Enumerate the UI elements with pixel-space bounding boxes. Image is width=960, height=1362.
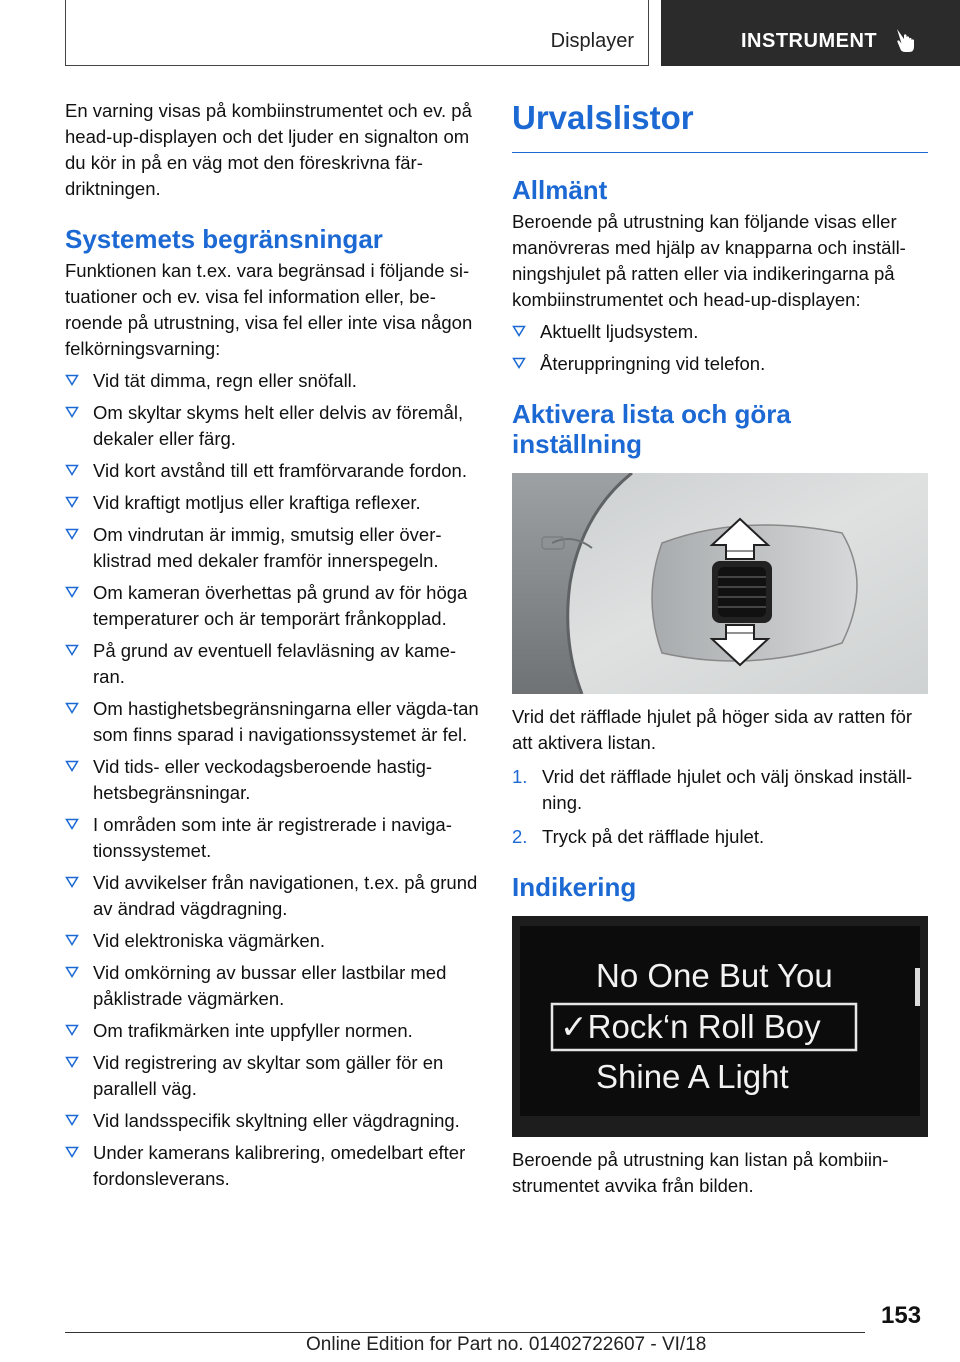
limit-item [65, 1018, 480, 1044]
steps-list [512, 764, 928, 850]
footer-edition: Online Edition for Part no. 01402722607 - VI/18 [306, 1334, 707, 1355]
general-paragraph: Beroende på utrustning kan följande visas eller manövreras med hjälp av knapparna och inställ-ningshjulet på ratten eller via indikeringarna på kombiinstrumentet och head-up-displayen: [512, 211, 906, 310]
bullet-triangle-icon [65, 496, 79, 508]
footer-divider [65, 1332, 865, 1333]
step-text: Vrid det räfflade hjulet och välj önskad inställ-ning. [542, 766, 913, 813]
limit-item-text: Vid avvikelser från navigationen, t.ex. på grund av ändrad vägdragning. [93, 872, 478, 919]
pointing-hand-icon [893, 26, 919, 54]
right-column [512, 98, 928, 1199]
bullet-triangle-icon [65, 644, 79, 656]
limit-item-text: Om skyltar skyms helt eller delvis av föremål, dekaler eller färg. [93, 402, 464, 449]
general-heading: Allmänt [512, 175, 608, 205]
limit-item-text: Vid registrering av skyltar som gäller för en parallell väg. [93, 1052, 444, 1099]
bullet-triangle-icon [512, 325, 526, 337]
bullet-triangle-icon [65, 528, 79, 540]
limit-item-text: Om kameran överhettas på grund av för höga temperaturer och är temporärt frånkopplad. [93, 582, 468, 629]
display-list-item-selected: ✓Rock‘n Roll Boy [560, 1008, 821, 1045]
bullet-triangle-icon [65, 374, 79, 386]
header-chapter-box [661, 0, 960, 66]
limit-item [65, 638, 480, 690]
bullet-triangle-icon [65, 876, 79, 888]
bullet-triangle-icon [65, 464, 79, 476]
section-title: Displayer [550, 30, 634, 52]
limit-item-text: Vid kort avstånd till ett framförvarande fordon. [93, 460, 467, 481]
activate-heading: Aktivera lista och göra inställning [512, 399, 791, 459]
chapter-title: INSTRUMENT [741, 30, 878, 52]
display-heading: Indikering [512, 872, 637, 902]
limit-item-text: På grund av eventuell felavläsning av kame-ran. [93, 640, 457, 687]
limits-heading: Systemets begränsningar [65, 224, 383, 254]
wheel-caption: Vrid det räfflade hjulet på höger sida av ratten för att aktivera listan. [512, 706, 913, 753]
limit-item [65, 400, 480, 452]
limit-item-text: Om hastighetsbegränsningarna eller vägda-tan som finns sparad i navigationssystemet är fel. [93, 698, 479, 745]
limit-item [65, 580, 480, 632]
bullet-triangle-icon [65, 406, 79, 418]
limits-list [65, 368, 480, 1192]
limit-item-text: Vid tids- eller veckodagsberoende hastig-hetsbegränsningar. [93, 756, 433, 803]
limit-item [65, 1140, 480, 1192]
limit-item [65, 696, 480, 748]
limit-item-text: Om vindrutan är immig, smutsig eller över-klistrad med dekaler framför innerspegeln. [93, 524, 442, 571]
display-list-figure [512, 916, 928, 1137]
left-column [65, 98, 480, 1198]
limit-item-text: Vid elektroniska vägmärken. [93, 930, 326, 951]
limit-item [65, 368, 480, 394]
display-list-item: No One But You [596, 957, 833, 994]
limit-item [65, 1050, 480, 1102]
general-item [512, 319, 928, 345]
bullet-triangle-icon [65, 760, 79, 772]
step-number: 2. [512, 826, 528, 847]
step-item [512, 824, 928, 850]
limit-item-text: Vid omkörning av bussar eller lastbilar med påklistrade vägmärken. [93, 962, 447, 1009]
bullet-triangle-icon [65, 1114, 79, 1126]
limit-item [65, 754, 480, 806]
limit-item-text: Vid tät dimma, regn eller snöfall. [93, 370, 357, 391]
limit-item-text: Om trafikmärken inte uppfyller normen. [93, 1020, 413, 1041]
steering-wheel-figure [512, 473, 928, 694]
display-caption: Beroende på utrustning kan listan på kombiin-strumentet avvika från bilden. [512, 1149, 889, 1196]
bullet-triangle-icon [65, 1146, 79, 1158]
bullet-triangle-icon [65, 1056, 79, 1068]
bullet-triangle-icon [65, 934, 79, 946]
bullet-triangle-icon [65, 818, 79, 830]
limit-item [65, 458, 480, 484]
limit-item-text: Vid landsspecifik skyltning eller vägdragning. [93, 1110, 460, 1131]
step-text: Tryck på det räfflade hjulet. [542, 826, 765, 847]
limit-item [65, 490, 480, 516]
display-list-item: Shine A Light [596, 1058, 789, 1095]
header-section-box [65, 0, 649, 66]
limit-item [65, 870, 480, 922]
limit-item-text: Under kamerans kalibrering, omedelbart efter fordonsleverans. [93, 1142, 466, 1189]
limit-item [65, 960, 480, 1012]
general-list [512, 319, 928, 377]
bullet-triangle-icon [65, 586, 79, 598]
general-item-text: Återuppringning vid telefon. [540, 353, 766, 374]
bullet-triangle-icon [65, 702, 79, 714]
general-item-text: Aktuellt ljudsystem. [540, 321, 699, 342]
limit-item [65, 928, 480, 954]
bullet-triangle-icon [65, 966, 79, 978]
main-heading: Urvalslistor [512, 98, 928, 153]
general-item [512, 351, 928, 377]
bullet-triangle-icon [512, 357, 526, 369]
limit-item [65, 522, 480, 574]
limit-item [65, 1108, 480, 1134]
limit-item [65, 812, 480, 864]
page-number: 153 [881, 1302, 922, 1329]
limits-paragraph: Funktionen kan t.ex. vara begränsad i följande si-tuationer och ev. visa fel information eller, be-roende på utrustning, visa fel eller inte visa någon felkörningsvarning: [65, 260, 473, 359]
limit-item-text: I områden som inte är registrerade i naviga-tionssystemet. [93, 814, 452, 861]
intro-paragraph: En varning visas på kombiinstrumentet och ev. på head-up-displayen och det ljuder en signalton om du kör in på en väg mot den föreskrivna fär-driktningen. [65, 100, 472, 199]
step-number: 1. [512, 766, 528, 787]
limit-item-text: Vid kraftigt motljus eller kraftiga reflexer. [93, 492, 421, 513]
bullet-triangle-icon [65, 1024, 79, 1036]
step-item [512, 764, 928, 816]
